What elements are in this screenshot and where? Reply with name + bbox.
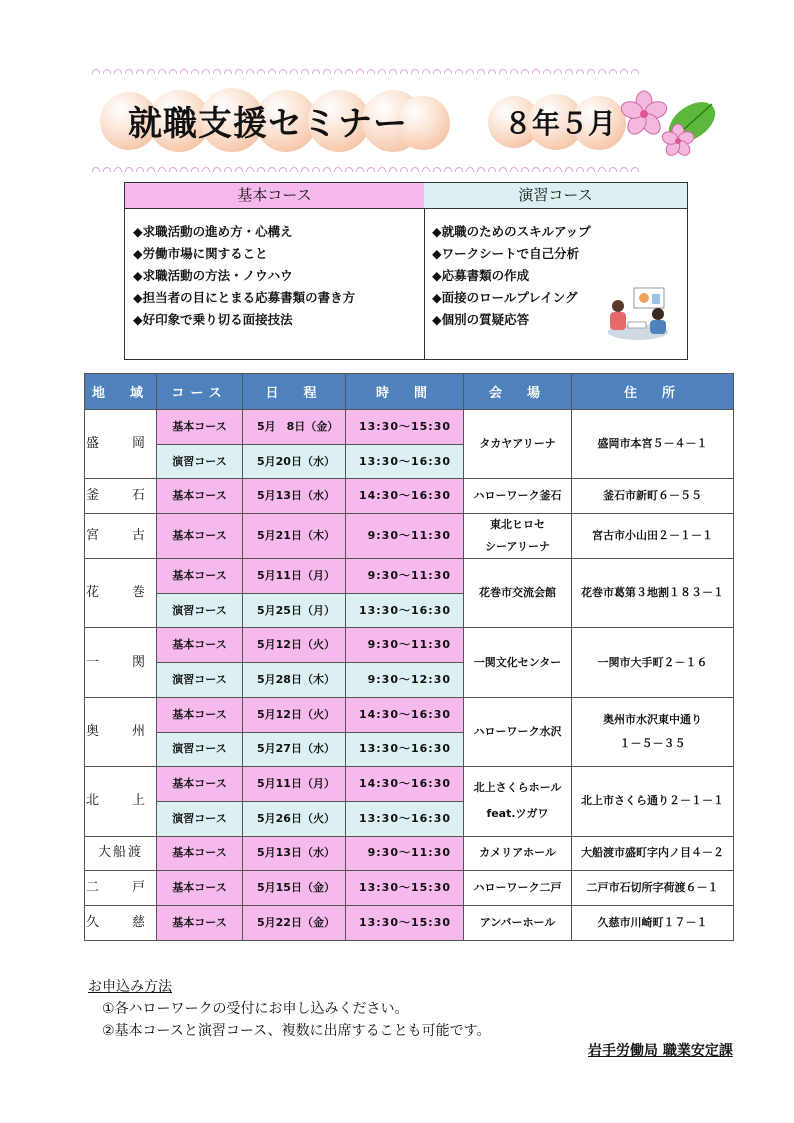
application-title: お申込み方法	[88, 979, 172, 995]
venue-cell	[464, 628, 572, 697]
course-cell: 基本コース	[157, 410, 243, 445]
dot-decoration	[202, 167, 210, 172]
dot-decoration	[246, 167, 254, 172]
dot-decoration	[510, 69, 518, 74]
dot-decoration	[158, 69, 166, 74]
venue-line: タカヤアリーナ	[479, 437, 556, 451]
dot-decoration	[301, 69, 309, 74]
dot-decoration	[191, 69, 199, 74]
venue-line: シーアリーナ	[484, 540, 550, 554]
time-cell: 9:30～11:30	[346, 836, 464, 871]
dot-decoration	[180, 167, 188, 172]
dot-decoration	[246, 69, 254, 74]
table-row	[85, 410, 734, 445]
region-cell: 大船渡	[85, 836, 157, 871]
month-banner	[488, 94, 628, 152]
dot-decoration	[213, 167, 221, 172]
department-name: 岩手労働局 職業安定課	[588, 1043, 733, 1059]
dot-decoration	[455, 167, 463, 172]
list-item: ◆労働市場に関すること	[133, 246, 268, 261]
list-item: ◆個別の質疑応答	[432, 312, 530, 327]
dot-decoration	[103, 69, 111, 74]
address-cell	[572, 628, 734, 697]
dot-decoration	[521, 167, 529, 172]
course-cell: 基本コース	[157, 767, 243, 802]
venue-line: アンバーホール	[479, 915, 556, 929]
list-item: ◆応募書類の作成	[432, 268, 530, 283]
course-cell: 基本コース	[157, 871, 243, 906]
table-row	[85, 836, 734, 871]
dot-decoration	[433, 69, 441, 74]
dot-decoration	[279, 167, 287, 172]
dot-decoration	[488, 69, 496, 74]
table-row	[85, 559, 734, 594]
address-cell	[572, 479, 734, 514]
course-cell: 演習コース	[157, 444, 243, 479]
table-row	[85, 871, 734, 906]
address-cell	[572, 871, 734, 906]
address-line: 一関市大手町２－１６	[597, 655, 708, 669]
time-cell: 14:30～16:30	[346, 479, 464, 514]
dot-decoration	[367, 69, 375, 74]
dot-decoration	[268, 69, 276, 74]
dot-decoration	[268, 167, 276, 172]
address-line: 奥州市水沢東中通り	[603, 713, 702, 726]
venue-cell	[464, 559, 572, 628]
list-item: ◆求職活動の方法・ノウハウ	[133, 268, 293, 283]
venue-line: 東北ヒロセ	[490, 518, 545, 532]
dot-decoration	[367, 167, 375, 172]
dot-decoration	[235, 69, 243, 74]
dot-decoration	[356, 167, 364, 172]
address-line: 釜石市新町６－５５	[603, 489, 702, 503]
dot-decoration	[389, 167, 397, 172]
dot-decoration	[147, 69, 155, 74]
address-line: 大船渡市盛町字内ノ目４－２	[581, 846, 724, 860]
dot-decoration	[444, 69, 452, 74]
table-row	[85, 767, 734, 802]
region-cell: 北 上	[85, 767, 157, 836]
dot-decoration	[554, 167, 562, 172]
course-cell: 基本コース	[157, 697, 243, 732]
dot-decoration	[576, 69, 584, 74]
time-cell: 13:30～16:30	[346, 444, 464, 479]
dot-decoration	[477, 167, 485, 172]
address-line: 久慈市川崎町１７－１	[597, 915, 708, 929]
address-cell	[572, 514, 734, 559]
dot-decoration	[224, 167, 232, 172]
region-cell: 久 慈	[85, 905, 157, 940]
time-cell: 9:30～11:30	[346, 514, 464, 559]
page-title: 就職支援セミナー	[128, 104, 408, 144]
address-cell	[572, 410, 734, 479]
table-row	[85, 514, 734, 559]
dot-decoration	[565, 167, 573, 172]
table-row	[85, 479, 734, 514]
dot-decoration	[598, 69, 606, 74]
application-info	[88, 976, 490, 1042]
dot-decoration	[312, 69, 320, 74]
dot-decoration	[92, 167, 100, 172]
dot-decoration	[356, 69, 364, 74]
date-cell: 5月13日（水）	[243, 479, 346, 514]
region-cell: 釜 石	[85, 479, 157, 514]
time-cell: 13:30～15:30	[346, 905, 464, 940]
dot-decoration	[444, 167, 452, 172]
application-line: ①各ハローワークの受付にお申し込みください。	[102, 1001, 409, 1017]
date-cell: 5月27日（水）	[243, 732, 346, 767]
title-banner	[100, 88, 450, 152]
header-date: 日 程	[243, 374, 346, 410]
table-row	[85, 697, 734, 732]
dot-decoration	[290, 69, 298, 74]
dot-decoration	[609, 69, 617, 74]
dot-decoration	[400, 167, 408, 172]
dot-decoration	[169, 167, 177, 172]
dot-decoration	[532, 167, 540, 172]
dot-decoration	[279, 69, 287, 74]
list-item: ◆ワークシートで自己分析	[432, 246, 580, 261]
region-cell: 花 巻	[85, 559, 157, 628]
venue-line: ハローワーク水沢	[473, 725, 562, 738]
date-cell: 5月 8日（金）	[243, 410, 346, 445]
dot-decoration	[323, 69, 331, 74]
time-cell: 13:30～15:30	[346, 871, 464, 906]
date-cell: 5月11日（月）	[243, 559, 346, 594]
dot-decoration	[521, 69, 529, 74]
date-cell: 5月20日（水）	[243, 444, 346, 479]
dot-decoration	[378, 167, 386, 172]
date-cell: 5月22日（金）	[243, 905, 346, 940]
venue-cell	[464, 767, 572, 836]
dot-decoration	[631, 167, 639, 172]
venue-line: feat.ツガワ	[486, 807, 549, 821]
date-cell: 5月28日（木）	[243, 663, 346, 698]
date-cell: 5月12日（火）	[243, 697, 346, 732]
time-cell: 9:30～11:30	[346, 559, 464, 594]
dot-decoration	[180, 69, 188, 74]
address-line: 宮古市小山田２－１－１	[592, 529, 713, 543]
course-cell: 基本コース	[157, 559, 243, 594]
dot-decoration	[92, 69, 100, 74]
dot-decoration	[389, 69, 397, 74]
time-cell: 13:30～16:30	[346, 801, 464, 836]
dot-decoration	[455, 69, 463, 74]
address-line: 花巻市葛第３地割１８３－１	[581, 586, 724, 600]
application-line: ②基本コースと演習コース、複数に出席することも可能です。	[102, 1023, 491, 1039]
dot-decoration	[213, 69, 221, 74]
dot-decoration	[169, 69, 177, 74]
dot-decoration	[466, 69, 474, 74]
dot-decoration	[257, 167, 265, 172]
decorative-dots-bottom	[92, 160, 652, 172]
venue-cell	[464, 514, 572, 559]
address-cell	[572, 905, 734, 940]
date-cell: 5月13日（水）	[243, 836, 346, 871]
dot-decoration	[224, 69, 232, 74]
address-cell	[572, 767, 734, 836]
dot-decoration	[334, 167, 342, 172]
dot-decoration	[631, 69, 639, 74]
region-cell: 一 関	[85, 628, 157, 697]
venue-line: 一関文化センター	[473, 655, 562, 669]
address-cell	[572, 697, 734, 766]
dot-decoration	[312, 167, 320, 172]
dot-decoration	[433, 167, 441, 172]
meeting-illustration-icon	[604, 282, 672, 344]
dot-decoration	[235, 167, 243, 172]
list-item: ◆好印象で乗り切る面接技法	[133, 312, 293, 327]
dot-decoration	[301, 167, 309, 172]
dot-decoration	[466, 167, 474, 172]
dot-decoration	[422, 69, 430, 74]
date-cell: 5月12日（火）	[243, 628, 346, 663]
time-cell: 9:30～12:30	[346, 663, 464, 698]
venue-cell	[464, 697, 572, 766]
dot-decoration	[620, 69, 628, 74]
dot-decoration	[411, 167, 419, 172]
dot-decoration	[114, 69, 122, 74]
basic-course-list	[125, 221, 424, 331]
dot-decoration	[125, 167, 133, 172]
dot-decoration	[400, 69, 408, 74]
course-cell: 基本コース	[157, 628, 243, 663]
address-line: 北上市さくら通り２－１－１	[581, 794, 724, 808]
venue-cell	[464, 410, 572, 479]
region-cell: 二 戸	[85, 871, 157, 906]
address-cell	[572, 559, 734, 628]
venue-cell	[464, 905, 572, 940]
date-cell: 5月26日（火）	[243, 801, 346, 836]
course-cell: 演習コース	[157, 801, 243, 836]
dot-decoration	[587, 167, 595, 172]
dot-decoration	[620, 167, 628, 172]
time-cell: 13:30～15:30	[346, 410, 464, 445]
dot-decoration	[136, 69, 144, 74]
venue-line: 北上さくらホール	[473, 781, 562, 795]
dot-decoration	[378, 69, 386, 74]
region-cell: 盛 岡	[85, 410, 157, 479]
course-cell: 演習コース	[157, 732, 243, 767]
venue-line: 花巻市交流会館	[479, 586, 556, 600]
course-cell: 基本コース	[157, 479, 243, 514]
table-row	[85, 628, 734, 663]
time-cell: 14:30～16:30	[346, 767, 464, 802]
dot-decoration	[543, 167, 551, 172]
cherry-blossom-icon	[620, 88, 720, 160]
course-cell: 演習コース	[157, 593, 243, 628]
time-cell: 14:30～16:30	[346, 697, 464, 732]
address-line: １－５－３５	[619, 737, 686, 750]
dot-decoration	[565, 69, 573, 74]
dot-decoration	[477, 69, 485, 74]
practice-course-title: 演習コース	[424, 183, 687, 209]
dot-decoration	[510, 167, 518, 172]
header-course: コース	[157, 374, 243, 410]
venue-line: ハローワーク二戸	[473, 881, 562, 895]
dot-decoration	[191, 167, 199, 172]
course-cell: 基本コース	[157, 905, 243, 940]
dot-decoration	[158, 167, 166, 172]
date-cell: 5月21日（木）	[243, 514, 346, 559]
basic-course-title: 基本コース	[125, 183, 424, 209]
dot-decoration	[576, 167, 584, 172]
dot-decoration	[422, 167, 430, 172]
dot-decoration	[290, 167, 298, 172]
dot-decoration	[114, 167, 122, 172]
dot-decoration	[202, 69, 210, 74]
dot-decoration	[598, 167, 606, 172]
dot-decoration	[488, 167, 496, 172]
address-line: 盛岡市本宮５－４－１	[597, 437, 708, 451]
course-cell: 演習コース	[157, 663, 243, 698]
dot-decoration	[543, 69, 551, 74]
venue-cell	[464, 871, 572, 906]
course-cell: 基本コース	[157, 836, 243, 871]
dot-decoration	[323, 167, 331, 172]
decorative-dots-top	[92, 62, 652, 74]
dot-decoration	[345, 167, 353, 172]
venue-cell	[464, 836, 572, 871]
region-cell: 奥 州	[85, 697, 157, 766]
region-cell: 宮 古	[85, 514, 157, 559]
dot-decoration	[257, 69, 265, 74]
header-venue: 会 場	[464, 374, 572, 410]
dot-decoration	[147, 167, 155, 172]
venue-line: ハローワーク釜石	[473, 489, 562, 503]
basic-course-panel	[125, 183, 425, 359]
date-cell: 5月15日（金）	[243, 871, 346, 906]
dot-decoration	[587, 69, 595, 74]
dot-decoration	[499, 167, 507, 172]
dot-decoration	[532, 69, 540, 74]
month-label: ８年５月	[504, 107, 617, 140]
time-cell: 13:30～16:30	[346, 732, 464, 767]
list-item: ◆担当者の目にとまる応募書類の書き方	[133, 290, 356, 305]
header-region: 地 域	[85, 374, 157, 410]
course-cell: 基本コース	[157, 514, 243, 559]
date-cell: 5月25日（月）	[243, 593, 346, 628]
list-item: ◆就職のためのスキルアップ	[432, 224, 591, 239]
dot-decoration	[609, 167, 617, 172]
dot-decoration	[554, 69, 562, 74]
list-item: ◆面接のロールプレイング	[432, 290, 578, 305]
address-line: 二戸市石切所字荷渡６－１	[586, 881, 719, 895]
dot-decoration	[334, 69, 342, 74]
venue-cell	[464, 479, 572, 514]
venue-line: カメリアホール	[479, 846, 556, 860]
dot-decoration	[345, 69, 353, 74]
dot-decoration	[103, 167, 111, 172]
table-row	[85, 905, 734, 940]
table-header-row	[85, 374, 734, 410]
dot-decoration	[499, 69, 507, 74]
list-item: ◆求職活動の進め方・心構え	[133, 224, 293, 239]
header-time: 時 間	[346, 374, 464, 410]
address-cell	[572, 836, 734, 871]
dot-decoration	[125, 69, 133, 74]
dot-decoration	[136, 167, 144, 172]
time-cell: 9:30～11:30	[346, 628, 464, 663]
date-cell: 5月11日（月）	[243, 767, 346, 802]
dot-decoration	[411, 69, 419, 74]
schedule-table	[84, 373, 734, 941]
time-cell: 13:30～16:30	[346, 593, 464, 628]
header-address: 住 所	[572, 374, 734, 410]
